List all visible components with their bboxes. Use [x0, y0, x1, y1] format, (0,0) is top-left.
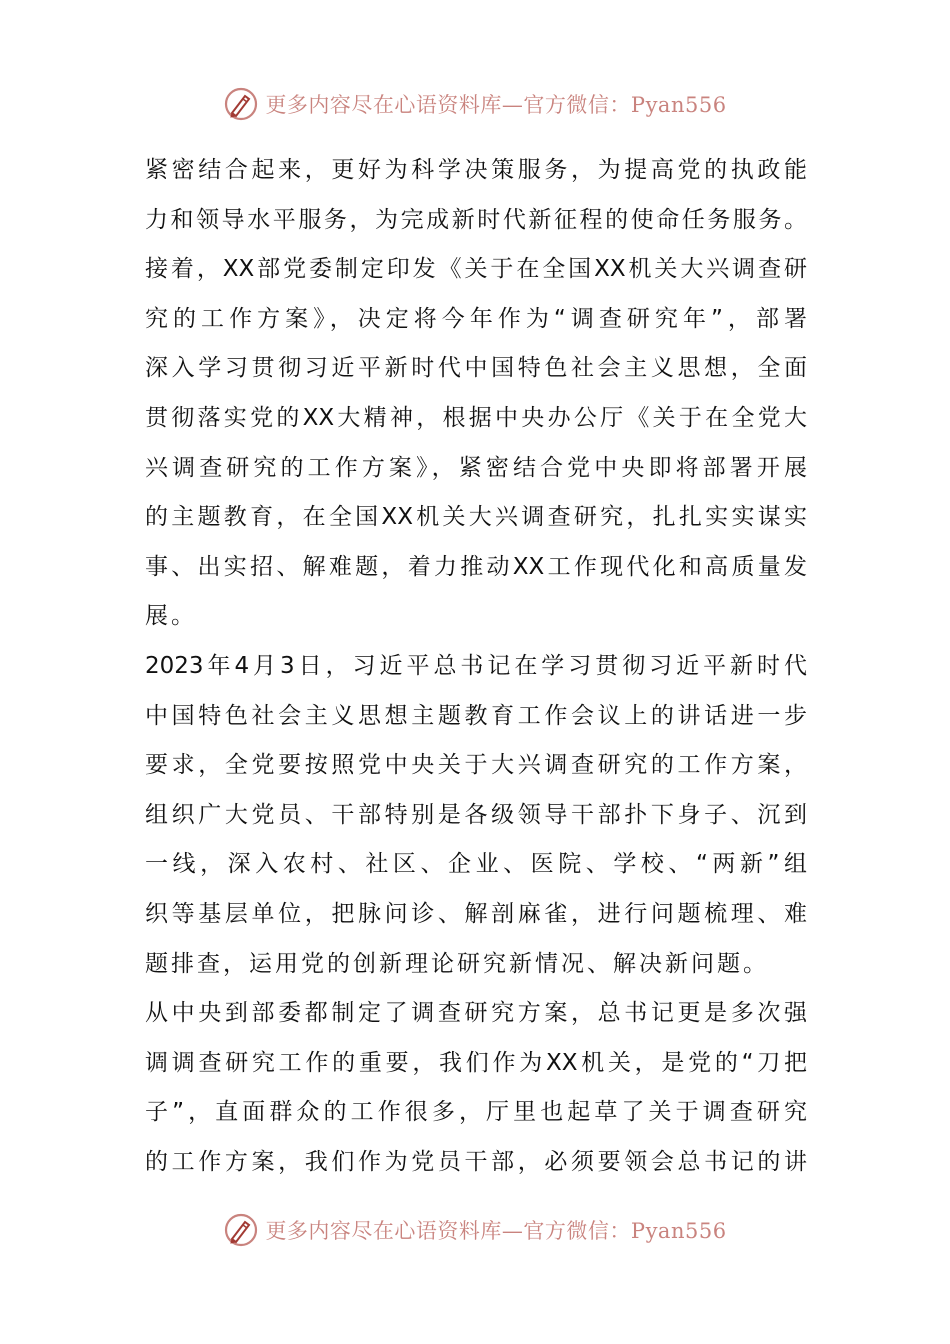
body-line: 究的工作方案》，决定将今年作为“调查研究年”，部署 [145, 305, 807, 332]
body-line: 紧密结合起来，更好为科学决策服务，为提高党的执政能 [145, 157, 807, 183]
body-line: 中国特色社会主义思想主题教育工作会议上的讲话进一步 [145, 702, 807, 729]
pen-circle-logo-icon [223, 1212, 259, 1248]
body-line: 要求，全党要按照党中央关于大兴调查研究的工作方案， [145, 752, 807, 779]
pen-circle-logo-icon [223, 86, 259, 122]
body-line: 织等基层单位，把脉问诊、解剖麻雀，进行问题梳理、难 [145, 900, 807, 927]
body-line: 接着，XX部党委制定印发《关于在全国XX机关大兴调查研 [145, 256, 807, 283]
body-line: 展。 [145, 603, 197, 630]
body-line: 组织广大党员、干部特别是各级领导干部扑下身子、沉到 [145, 801, 807, 828]
header-watermark-banner [0, 84, 950, 124]
body-line: 力和领导水平服务，为完成新时代新征程的使命任务服务。 [145, 206, 807, 233]
body-line: 的工作方案，我们作为党员干部，必须要领会总书记的讲 [145, 1148, 807, 1175]
footer-watermark-banner [0, 1210, 950, 1250]
body-line: 的主题教育，在全国XX机关大兴调查研究，扎扎实实谋实 [145, 504, 807, 531]
body-line: 事、出实招、解难题，着力推动XX工作现代化和高质量发 [145, 553, 807, 580]
footer-watermark-text: 更多内容尽在心语资料库—官方微信：Pyan556 [265, 1219, 727, 1243]
body-line: 2023年4月3日，习近平总书记在学习贯彻习近平新时代 [145, 652, 807, 679]
body-line: 贯彻落实党的XX大精神，根据中央办公厅《关于在全党大 [145, 404, 807, 431]
body-line: 一线，深入农村、社区、企业、医院、学校、“两新”组 [145, 851, 807, 878]
body-line: 调调查研究工作的重要，我们作为XX机关，是党的“刀把 [145, 1049, 807, 1076]
document-body [145, 146, 807, 1187]
body-line: 子”，直面群众的工作很多，厅里也起草了关于调查研究 [145, 1099, 807, 1126]
header-watermark-text: 更多内容尽在心语资料库—官方微信：Pyan556 [265, 93, 727, 117]
body-line: 题排查，运用党的创新理论研究新情况、解决新问题。 [145, 950, 769, 977]
body-line: 兴调查研究的工作方案》，紧密结合党中央即将部署开展 [145, 454, 807, 481]
body-line: 从中央到部委都制定了调查研究方案，总书记更是多次强 [145, 1000, 807, 1027]
body-line: 深入学习贯彻习近平新时代中国特色社会主义思想，全面 [145, 355, 807, 382]
